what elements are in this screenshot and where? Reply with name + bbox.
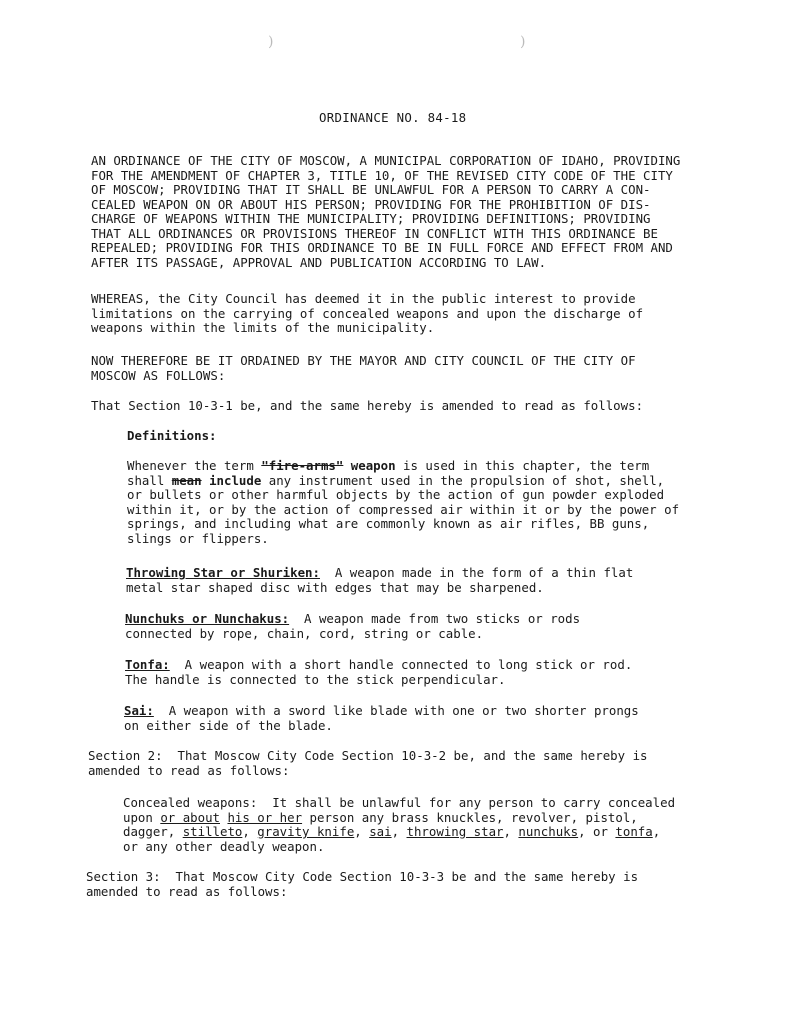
- text-run: ,: [652, 824, 661, 839]
- ordinance-title: ORDINANCE NO. 84-18: [319, 110, 467, 125]
- struck-term: mean: [171, 472, 202, 488]
- inserted-text: gravity knife: [257, 824, 355, 839]
- definition-line: connected by rope, chain, cord, string or cable.: [125, 625, 484, 641]
- inserted-text: sai: [369, 824, 392, 839]
- preamble-line: AN ORDINANCE OF THE CITY OF MOSCOW, A MUNICIPAL CORPORATION OF IDAHO, PROVIDING: [91, 153, 681, 168]
- definition-line: on either side of the blade.: [124, 717, 333, 733]
- preamble-line: CEALED WEAPON ON OR ABOUT HIS PERSON; PROVIDING FOR THE PROHIBITION OF DIS-: [91, 196, 651, 212]
- defined-term: Nunchuks or Nunchakus:: [125, 611, 290, 626]
- section2-line: amended to read as follows:: [88, 762, 290, 778]
- preamble-line: FOR THE AMENDMENT OF CHAPTER 3, TITLE 10, OF THE REVISED CITY CODE OF THE CITY: [91, 167, 673, 183]
- text-run: A weapon made from two sticks or rods: [289, 611, 581, 626]
- definition-weapon-line: [127, 474, 664, 488]
- text-run: ,: [242, 824, 258, 839]
- ordained-line: MOSCOW AS FOLLOWS:: [91, 367, 226, 383]
- preamble-line: OF MOSCOW; PROVIDING THAT IT SHALL BE UNLAWFUL FOR A PERSON TO CARRY A CON-: [91, 182, 651, 197]
- text-run: person any brass knuckles, revolver, pistol,: [302, 809, 638, 825]
- section1-intro: That Section 10-3-1 be, and the same hereby is amended to read as follows:: [91, 398, 644, 413]
- inserted-text: or about: [160, 809, 220, 825]
- whereas-line: limitations on the carrying of concealed weapons and upon the discharge of: [91, 305, 644, 321]
- whereas-line: WHEREAS, the City Council has deemed it in the public interest to provide: [91, 291, 636, 306]
- definition-weapon-line: [127, 459, 649, 473]
- text-run: A weapon with a short handle connected to long stick or rod.: [169, 657, 633, 672]
- text-run: A weapon with a sword like blade with one or two shorter prongs: [153, 703, 639, 718]
- punch-hole-mark-right: ): [520, 34, 526, 50]
- text-run: shall: [127, 472, 172, 488]
- punch-hole-mark-left: ): [268, 34, 274, 50]
- text-run: is used in this chapter, the term: [395, 458, 650, 473]
- preamble-line: REPEALED; PROVIDING FOR THIS ORDINANCE TO BE IN FULL FORCE AND EFFECT FROM AND: [91, 240, 673, 255]
- definition-line: [125, 658, 632, 672]
- definition-line: [125, 612, 580, 626]
- definition-line: metal star shaped disc with edges that may be sharpened.: [126, 579, 544, 595]
- section3-line: amended to read as follows:: [86, 883, 288, 899]
- text-run: ,: [391, 824, 407, 839]
- section3-line: Section 3: That Moscow City Code Section 10-3-3 be and the same hereby is: [86, 869, 639, 884]
- defined-term: Sai:: [124, 703, 154, 718]
- concealed-line: Concealed weapons: It shall be unlawful for any person to carry concealed: [123, 795, 676, 810]
- text-run: ,: [354, 824, 370, 839]
- inserted-text: nunchuks: [518, 824, 579, 839]
- text-run: , or: [578, 824, 616, 839]
- text-run: A weapon made in the form of a thin flat: [319, 565, 634, 580]
- inserted-text: throwing star: [406, 824, 504, 839]
- definitions-heading: Definitions:: [127, 428, 217, 443]
- inserted-text: stilleto: [182, 824, 243, 839]
- whereas-line: weapons within the limits of the municipality.: [91, 320, 435, 335]
- definition-line: [124, 704, 639, 718]
- concealed-line: [123, 825, 660, 839]
- inserted-text: tonfa: [615, 824, 653, 839]
- text-run: upon: [123, 809, 161, 825]
- inserted-text: his or her: [227, 809, 303, 825]
- struck-term: "fire-arms": [261, 458, 344, 473]
- defined-term: Tonfa:: [125, 657, 170, 672]
- inserted-term: weapon: [343, 458, 396, 473]
- text-run: ,: [503, 824, 519, 839]
- text-run: dagger,: [123, 824, 183, 839]
- definition-weapon-line: within it, or by the action of compressed air within it or by the power of: [127, 501, 680, 517]
- preamble-line: THAT ALL ORDINANCES OR PROVISIONS THEREOF IN CONFLICT WITH THIS ORDINANCE BE: [91, 225, 658, 241]
- concealed-line: [123, 811, 638, 825]
- concealed-line: or any other deadly weapon.: [123, 838, 325, 854]
- section2-line: Section 2: That Moscow City Code Section 10-3-2 be, and the same hereby is: [88, 748, 648, 763]
- inserted-term: include: [201, 472, 262, 488]
- text-run: any instrument used in the propulsion of shot, shell,: [261, 472, 665, 488]
- preamble-line: AFTER ITS PASSAGE, APPROVAL AND PUBLICATION ACCORDING TO LAW.: [91, 254, 547, 270]
- definition-line: The handle is connected to the stick perpendicular.: [125, 671, 506, 687]
- ordained-line: NOW THEREFORE BE IT ORDAINED BY THE MAYOR AND CITY COUNCIL OF THE CITY OF: [91, 353, 636, 368]
- defined-term: Throwing Star or Shuriken:: [126, 565, 320, 580]
- definition-weapon-line: springs, and including what are commonly known as air rifles, BB guns,: [127, 516, 650, 531]
- definition-weapon-line: slings or flippers.: [127, 530, 269, 546]
- preamble-line: CHARGE OF WEAPONS WITHIN THE MUNICIPALITY; PROVIDING DEFINITIONS; PROVIDING: [91, 211, 651, 226]
- definition-line: [126, 566, 633, 580]
- definition-weapon-line: or bullets or other harmful objects by the action of gun powder exploded: [127, 487, 665, 502]
- text-run: Whenever the term: [127, 458, 262, 473]
